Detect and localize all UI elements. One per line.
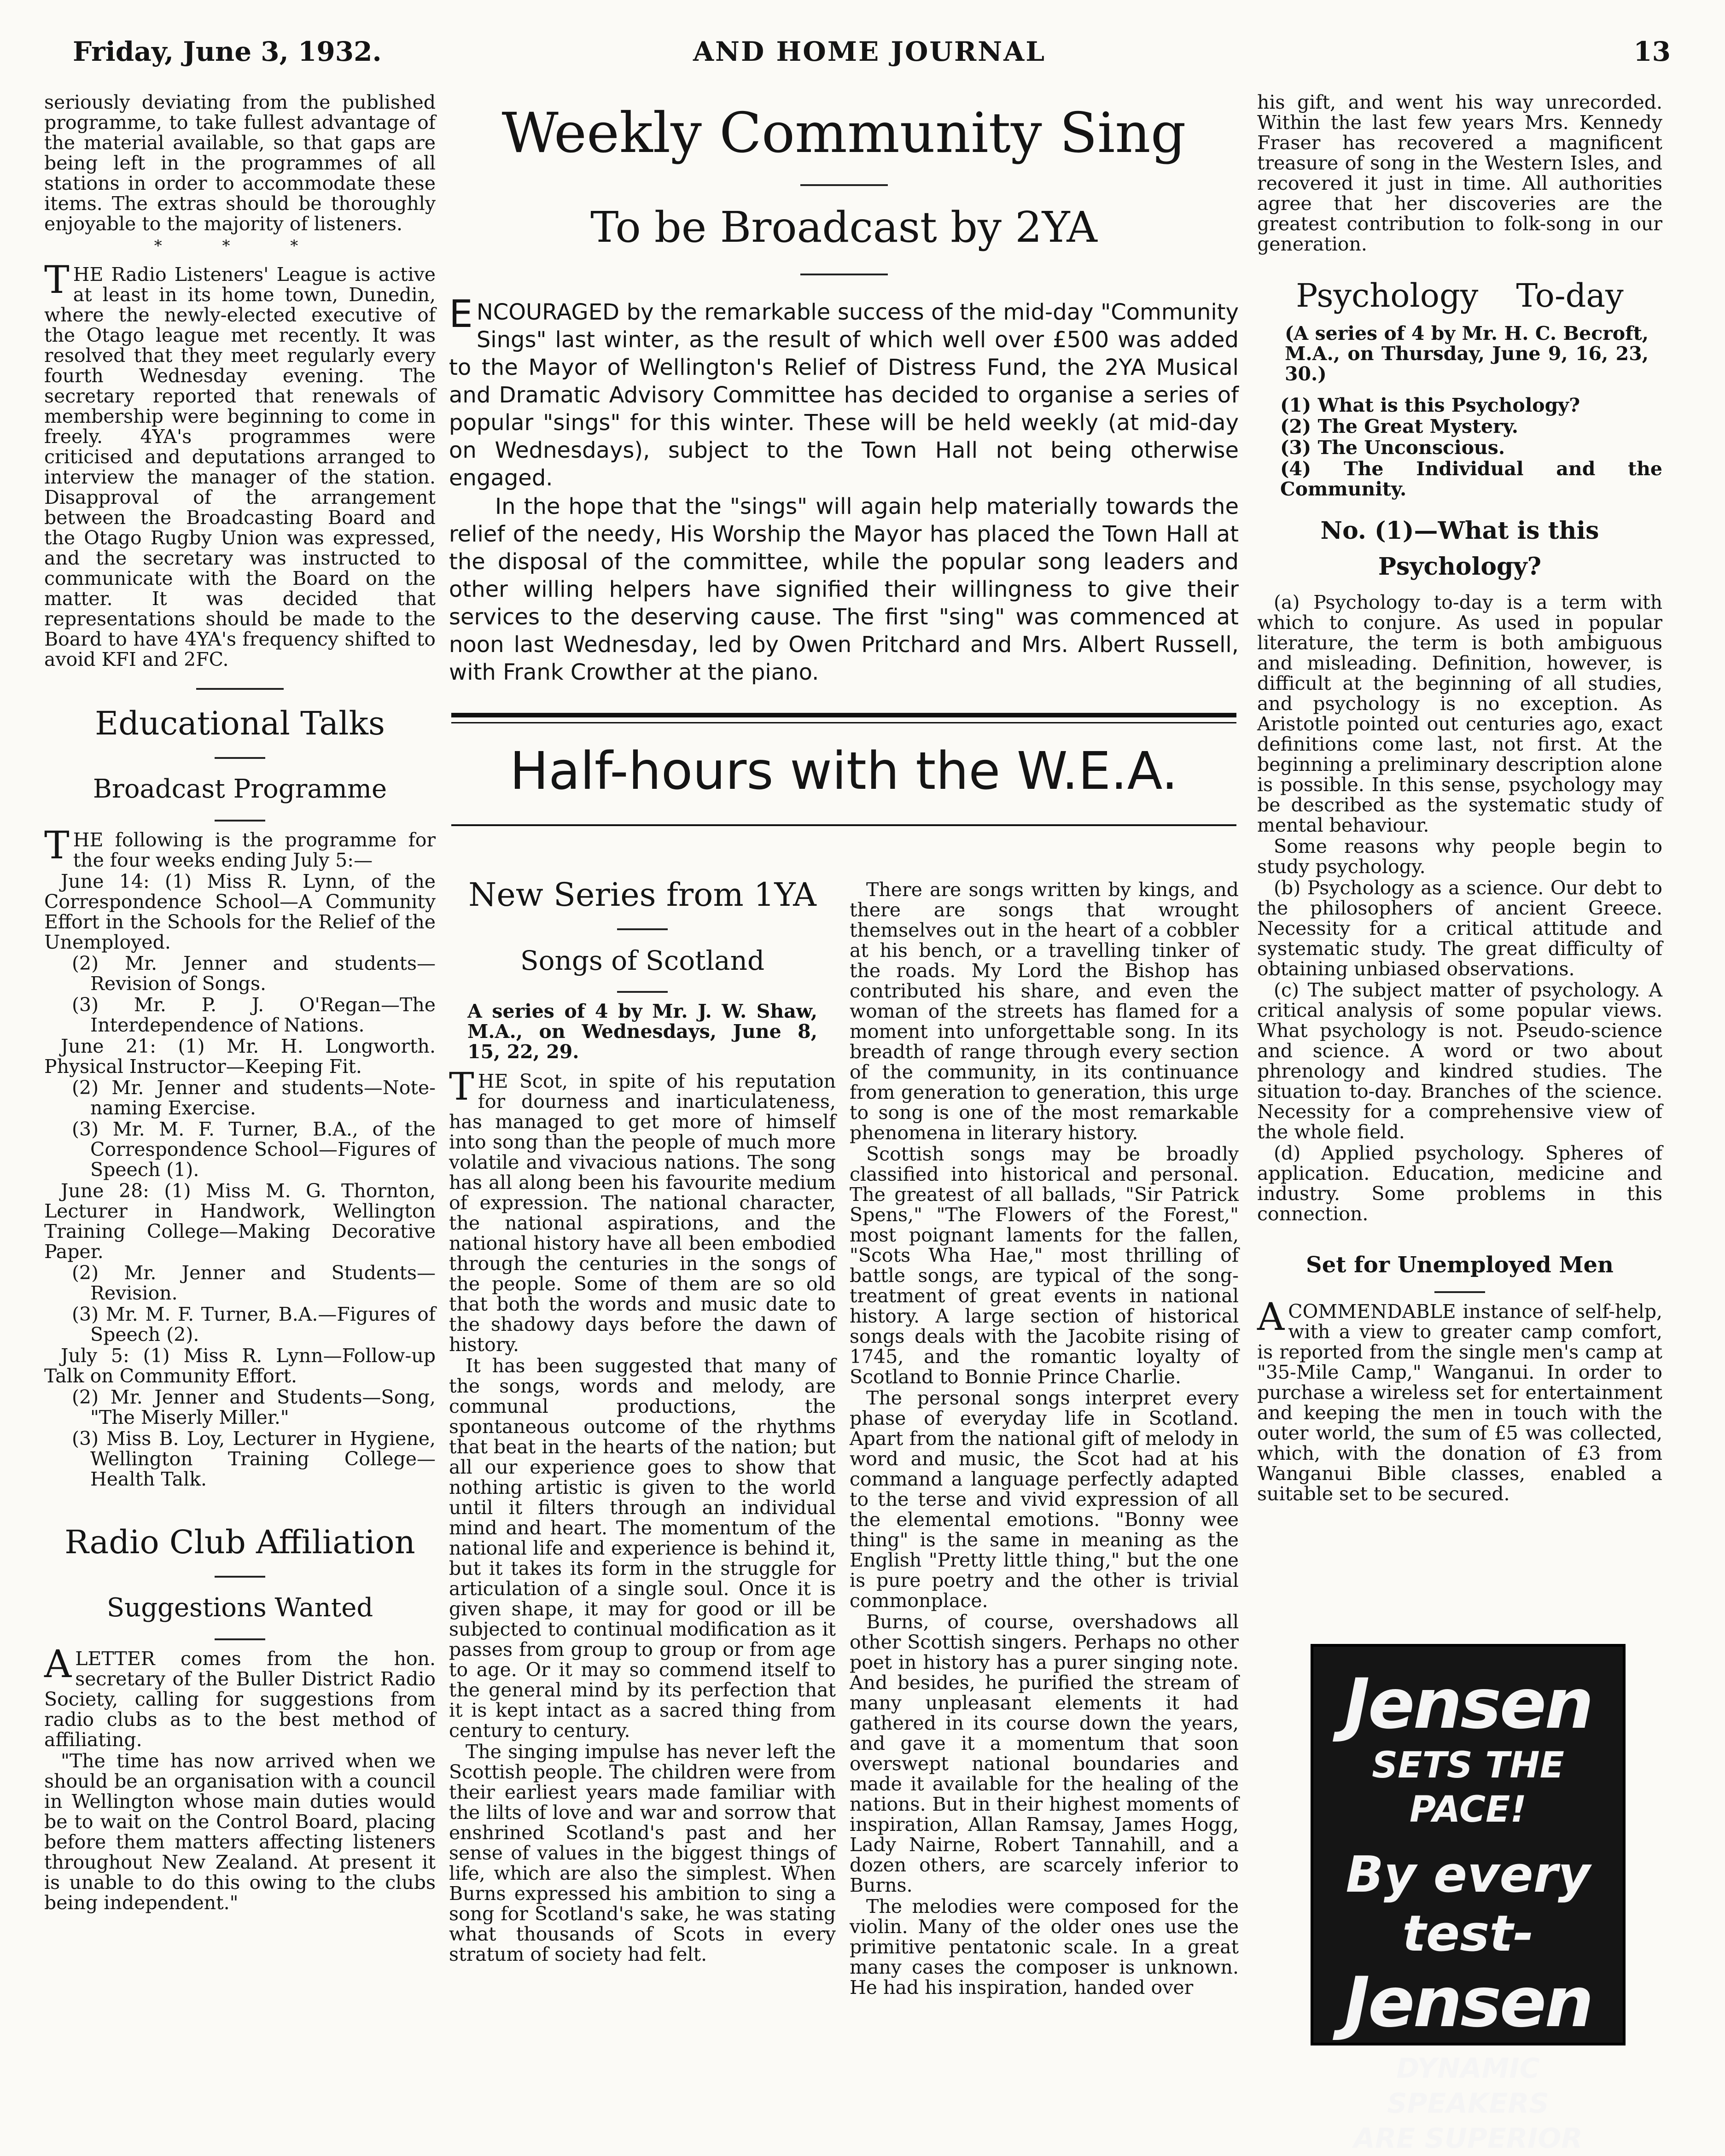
divider	[196, 688, 284, 690]
programme-item: (3) Mr. P. J. O'Regan—The Interdependence of Nations.	[72, 994, 436, 1036]
community-sing-paragraph: ENCOURAGED by the remarkable success of the mid-day "Community Sings" last winter, as the result of which well over £500 was added to the Mayor of Wellington's Relief of Distress Fund, the 2YA Musical and Dramatic Advisory Committee has decided to organise a series of popular "sings" for this winter. These will be held weekly (at mid-day on Wednesdays), subject to the Town Hall not being otherwise engaged.	[449, 292, 1239, 491]
series-byline: A series of 4 by Mr. J. W. Shaw, M.A., on Wednesdays, June 8, 15, 22, 29.	[467, 1000, 817, 1063]
center-feature	[449, 92, 1239, 792]
wea-heading: Half-hours with the W.E.A.	[510, 741, 1178, 801]
programme-item: July 5: (1) Miss R. Lynn—Follow-up Talk on Community Effort.	[44, 1345, 436, 1387]
divider	[617, 991, 668, 993]
page-number: 13	[1633, 36, 1671, 67]
divider	[215, 1638, 265, 1640]
programme-item: June 21: (1) Mr. H. Longworth. Physical Instructor—Keeping Fit.	[44, 1035, 436, 1078]
community-sing-heading: Weekly Community Sing	[501, 101, 1186, 165]
divider	[800, 184, 888, 186]
psychology-series-item: (1) What is this Psychology?	[1280, 394, 1580, 416]
programme-item: (3) Miss B. Loy, Lecturer in Hygiene, Wellington Training College—Health Talk.	[72, 1428, 436, 1490]
publication-title: AND HOME JOURNAL	[693, 36, 1046, 67]
what-is-psychology-subheading: No. (1)—What is this Psychology?	[1320, 517, 1599, 581]
radio-club-heading: Radio Club Affiliation	[64, 1523, 415, 1561]
scot-paragraph-1: THE Scot, in spite of his reputation for dourness and inarticulateness, has managed to get more of himself into song than the people of much more volatile and vivacious nations. The song has all along been his favourite medium of expression. The national character, the national aspirations, and the national history have all been embodied through the centuries in the songs of the people. Some of them are so old that both the words and music date to the shadowy days before the dawn of history.	[449, 1065, 836, 1356]
ad-by-every-test: By every test-	[1346, 1846, 1591, 1963]
psychology-byline: (A series of 4 by Mr. H. C. Becroft, M.A., on Thursday, June 9, 16, 23, 30.)	[1285, 322, 1649, 385]
jensen-advertisement	[1311, 1644, 1626, 2155]
divider	[800, 274, 888, 275]
rule-under-wea	[451, 824, 1236, 826]
radio-club-paragraph: ALETTER comes from the hon. secretary of the Buller District Radio Society, calling for suggestions from radio clubs as to the best method of affiliating.	[44, 1643, 436, 1751]
broadcast-by-2ya-subheading: To be Broadcast by 2YA	[590, 203, 1097, 252]
programme-item: (3) Mr. M. F. Turner, B.A.—Figures of Speech (2).	[72, 1303, 436, 1346]
songs-of-scotland-subheading: Songs of Scotland	[520, 945, 765, 976]
psychology-point-a: (a) Psychology to-day is a term with which to conjure. As used in popular literature, the term is both ambiguous and misleading. Definition, however, is difficult at the beginning of all studies, and psychology is no exception. As Aristotle pointed out centuries ago, exact definitions come last, not first. At the beginning a preliminary description alone is possible. In this sense, psychology may be described as the systematic study of mental behaviour.	[1257, 591, 1662, 836]
column-center-left	[449, 866, 836, 2045]
programme-item: (2) Mr. Jenner and students—Revision of Songs.	[72, 952, 436, 995]
psychology-heading: Psychology To-day	[1296, 277, 1624, 315]
programme-item: (3) Mr. M. F. Turner, B.A., of the Correspondence School—Figures of Speech (1).	[72, 1118, 436, 1181]
ad-dynamic-speakers: DYNAMIC SPEAKERS	[1387, 2052, 1549, 2120]
programme-item: June 28: (1) Miss M. G. Thornton, Lecturer in Handwork, Wellington Training College—Making Decorative Paper.	[44, 1180, 436, 1263]
programme-intro: THE following is the programme for the four weeks ending July 5:—	[44, 824, 436, 871]
community-sing-paragraph-2: In the hope that the "sings" will again help materially towards the relief of the needy, His Worship the Mayor has placed the Town Hall at the disposal of the committee, while the popular song leaders and other willing helpers have signified their willingness to give their services to the deserving cause. The first "sing" was commenced at noon last Wednesday, led by Owen Pritchard and Mrs. Albert Russell, with Frank Crowther at the piano.	[449, 494, 1239, 685]
masthead	[50, 29, 1689, 79]
psychology-series-item: (4) The Individual and the Community.	[1280, 458, 1662, 500]
psychology-point-d: (d) Applied psychology. Spheres of application. Education, medicine and industry. Some problems in this connection.	[1257, 1142, 1662, 1225]
divider	[215, 757, 265, 759]
scot-paragraph-3: The singing impulse has never left the Scottish people. The children were from their earliest years made familiar with the lilts of love and war and sorrow that enshrined Scotland's past and her sense of values in the biggest things of life, which are also the simplest. When Burns expressed his ambition to sing a song for Scotland's sake, he was stating what thousands of Scots in every stratum of society had felt.	[449, 1741, 836, 1965]
column-right	[1257, 92, 1662, 1630]
double-rule	[451, 713, 1236, 723]
ad-sets-the-pace: SETS THE PACE!	[1372, 1745, 1564, 1830]
ad-brand-line-2: Jensen	[1344, 1963, 1592, 2043]
divider	[1434, 1291, 1485, 1293]
psychology-reasons: Some reasons why people begin to study psychology.	[1257, 835, 1662, 878]
suggestions-wanted-subheading: Suggestions Wanted	[106, 1593, 373, 1623]
songs-paragraph-3: The personal songs interpret every phase of everyday life in Scotland. Apart from the national gift of melody in word and music, the Scot had at his command a language perfectly adapted to the terse and vivid expression of all the elemental emotions. "Bonny wee thing" is the same in meaning as the English "Pretty little thing," but the one is pure poetry and the other is trivial commonplace.	[850, 1387, 1239, 1612]
ad-are-superior: ARE SUPERIOR	[1353, 2122, 1583, 2155]
psychology-series-item: (3) The Unconscious.	[1280, 437, 1505, 459]
songs-paragraph-2: Scottish songs may be broadly classified into historical and personal. The greatest of all ballads, "Sir Patrick Spens," "The Flowers of the Forest," most poignant laments for the fallen, "Scots Wha Hae," most thrilling of battle songs, are typical of the song-treatment of great events in national history. A large section of historical songs deals with the Jacobite rising of 1745, and the romantic loyalty of Scotland to Bonnie Prince Charlie.	[850, 1143, 1239, 1388]
psychology-point-c: (c) The subject matter of psychology. A critical analysis of some popular views. What psychology is not. Pseudo-science and science. A word or two about phrenology and kindred studies. The situation to-day. Branches of the science. Necessity for a comprehensive view of the whole field.	[1257, 979, 1662, 1143]
psychology-point-b: (b) Psychology as a science. Our debt to the philosophers of ancient Greece. Necessity for a critical attitude and systematic study. The great difficulty of obtaining unbiased observations.	[1257, 877, 1662, 980]
column-left	[44, 92, 436, 2049]
programme-item: June 14: (1) Miss R. Lynn, of the Correspondence School—A Community Effort in the Schools for the Relief of the Unemployed.	[44, 870, 436, 953]
unemployed-paragraph: ACOMMENDABLE instance of self-help, with a view to greater camp comfort, is reported from the single men's camp at "35-Mile Camp," Wanganui. In order to purchase a wireless set for entertainment and keeping the men in touch with the outer world, the sum of £5 was collected, which, with the donation of £3 from Wanganui Bible classes, enabled a suitable set to be secured.	[1257, 1295, 1662, 1505]
divider	[215, 1576, 265, 1578]
column-center-right	[850, 880, 1239, 2045]
continued-paragraph: his gift, and went his way unrecorded. Within the last few years Mrs. Kennedy Fraser has recovered a magnificent treasure of song in the Western Isles, and recovered it just in time. All authorities agree that her discoveries are the greatest contribution to folk-song in our generation.	[1257, 91, 1662, 255]
league-paragraph: THE Radio Listeners' League is active at least in its home town, Dunedin, where the newly-elected executive of the Otago league met recently. It was resolved that they meet regularly every fourth Wednesday evening. The secretary reported that renewals of membership were beginning to come in freely. 4YA's programmes were criticised and deputations arranged to interview the manager of the station. Disapproval of the arrangement between the Broadcasting Board and the Otago Rugby Union was expressed, and the secretary was instructed to communicate with the Board on the matter. It was decided that representations should be made to the Board to have 4YA's frequency shifted to avoid KFI and 2FC.	[44, 258, 436, 670]
divider	[215, 820, 265, 822]
songs-paragraph-5: The melodies were composed for the violin. Many of the older ones use the primitive pentatonic scale. In a great many cases the composer is unknown. He had his inspiration, handed over	[850, 1895, 1239, 1999]
section-divider-stars: * * *	[154, 237, 326, 255]
songs-paragraph-1: There are songs written by kings, and there are songs that wrought themselves out in the heart of a cobbler at his bench, or a travelling tinker of the roads. My Lord the Bishop has contributed his share, and even the woman of the streets has flamed for a moment into unforgettable song. In its breadth of range through every section of the community, in its continuance from generation to generation, this urge to song is one of the most remarkable phenomena in literary history.	[850, 879, 1239, 1144]
educational-talks-heading: Educational Talks	[95, 705, 385, 742]
intro-paragraph: seriously deviating from the published programme, to take fullest advantage of the material available, so that gaps are being left in the programmes of all stations in order to accommodate these items. The extras should be thoroughly enjoyable to the majority of listeners.	[44, 91, 436, 235]
psychology-series-item: (2) The Great Mystery.	[1280, 415, 1519, 437]
scot-paragraph-2: It has been suggested that many of the songs, words and melody, are communal productions, the spontaneous outcome of the rhythms that beat in the hearts of the nation; but all our experience goes to show that nothing artistic is given to the world until it filters through an individual mind and heart. The momentum of the national life and experience is behind it, but it takes its form in the struggle for articulation of a single soul. Once it is given shape, it may for good or ill be subjected to continual modification as it passes from group to group or from age to age. Or it may so commend itself to the general mind by its perfection that it is kept intact as a sacred thing from century to century.	[449, 1355, 836, 1742]
programme-item: (2) Mr. Jenner and students—Note-naming Exercise.	[72, 1077, 436, 1119]
radio-club-quote: "The time has now arrived when we should be an organisation with a council in Wellington whose main duties would be to wait on the Control Board, placing before them matters affecting listeners throughout New Zealand. At present it is unable to do this owing to the clubs being independent."	[44, 1750, 436, 1914]
programme-item: (2) Mr. Jenner and Students—Song, "The Miserly Miller."	[72, 1386, 436, 1428]
divider	[617, 928, 668, 930]
programme-item: (2) Mr. Jenner and Students—Revision.	[72, 1262, 436, 1304]
new-series-heading: New Series from 1YA	[468, 876, 816, 914]
issue-date: Friday, June 3, 1932.	[73, 36, 382, 67]
broadcast-programme-subheading: Broadcast Programme	[93, 774, 387, 804]
ad-brand-line: Jensen	[1344, 1664, 1592, 1744]
songs-paragraph-4: Burns, of course, overshadows all other Scottish singers. Perhaps no other poet in history has a purer singing note. And besides, he purified the stream of many unpleasant elements it had gathered in its course down the years, and gave it a momentum that soon overswept national boundaries and made it available for the healing of the nations. But in their highest moments of inspiration, Allan Ramsay, James Hogg, Lady Nairne, Robert Tannahill, and a dozen others, are scarcely inferior to Burns.	[850, 1611, 1239, 1896]
unemployed-heading: Set for Unemployed Men	[1306, 1252, 1614, 1278]
